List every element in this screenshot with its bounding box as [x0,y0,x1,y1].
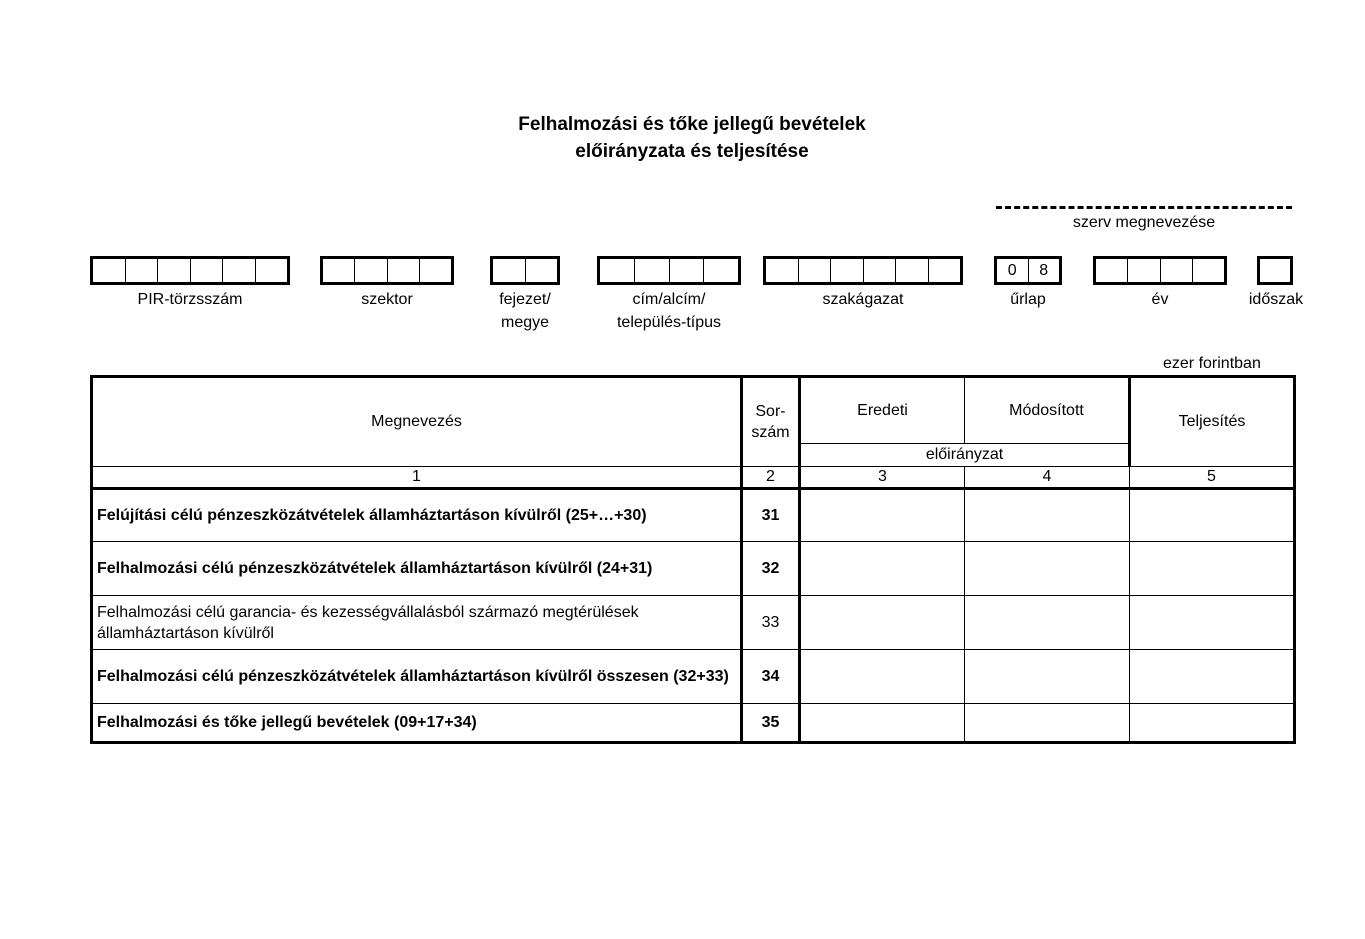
period-box[interactable] [1260,259,1290,282]
year-box[interactable] [1161,259,1193,282]
year-box[interactable] [1128,259,1160,282]
row-seq: 35 [742,704,800,743]
year-box[interactable] [1193,259,1224,282]
pir-box[interactable] [223,259,256,282]
period-label: időszak [1248,291,1304,308]
pir-label: PIR-törzsszám [137,291,243,308]
modified-cell[interactable] [965,489,1130,542]
original-cell[interactable] [800,489,965,542]
row-seq: 34 [742,650,800,704]
header-completion: Teljesítés [1130,377,1295,467]
col-number: 3 [800,467,965,489]
branch-label: szakágazat [822,291,904,308]
title-box[interactable] [635,259,670,282]
chapter-boxes[interactable] [490,256,560,285]
col-number: 4 [965,467,1130,489]
row-name: Felújítási célú pénzeszközátvételek államháztartáson kívülről (25+…+30) [92,489,742,542]
row-name: Felhalmozási és tőke jellegű bevételek (09+17+34) [92,704,742,743]
title-box[interactable] [600,259,635,282]
original-cell[interactable] [800,542,965,596]
pir-box[interactable] [93,259,126,282]
title-box[interactable] [704,259,738,282]
table-row [92,542,1295,596]
year-label: év [1151,291,1169,308]
chapter-box[interactable] [493,259,526,282]
pir-box[interactable] [191,259,224,282]
title-subtitle-boxes[interactable] [597,256,741,285]
pir-box[interactable] [158,259,191,282]
modified-cell[interactable] [965,704,1130,743]
period-boxes[interactable] [1257,256,1293,285]
completion-cell[interactable] [1130,596,1295,650]
header-seq: Sor- szám [742,377,800,467]
modified-cell[interactable] [965,596,1130,650]
year-box[interactable] [1096,259,1128,282]
row-seq: 33 [742,596,800,650]
chapter-box[interactable] [526,259,558,282]
table-row [92,650,1295,704]
pir-box[interactable] [256,259,288,282]
branch-box[interactable] [831,259,864,282]
branch-box[interactable] [896,259,929,282]
row-name: Felhalmozási célú garancia- és kezességvállalásból származó megtérülések államháztartáson kívülről [92,596,742,650]
form-title-line2: előirányzata és teljesítése [575,141,809,162]
header-original: Eredeti [800,377,965,444]
col-number: 1 [92,467,742,489]
col-number: 5 [1130,467,1295,489]
form-number-boxes [994,256,1062,285]
branch-box[interactable] [799,259,832,282]
row-seq: 32 [742,542,800,596]
completion-cell[interactable] [1130,704,1295,743]
col-number: 2 [742,467,800,489]
header-appropriation: előirányzat [800,444,1130,467]
branch-boxes[interactable] [763,256,963,285]
row-name: Felhalmozási célú pénzeszközátvételek államháztartáson kívülről összesen (32+33) [92,650,742,704]
pir-number-boxes[interactable] [90,256,290,285]
completion-cell[interactable] [1130,542,1295,596]
form-title-line1: Felhalmozási és tőke jellegű bevételek [518,114,866,135]
data-table [90,375,1296,744]
header-name: Megnevezés [92,377,742,467]
org-name-label: szerv megnevezése [1072,214,1216,231]
branch-box[interactable] [864,259,897,282]
table-row [92,704,1295,743]
completion-cell[interactable] [1130,650,1295,704]
unit-label: ezer forintban [1163,355,1261,372]
table-row [92,596,1295,650]
chapter-label: fejezet/ megye [499,291,551,331]
completion-cell[interactable] [1130,489,1295,542]
row-name: Felhalmozási célú pénzeszközátvételek államháztartáson kívülről (24+31) [92,542,742,596]
form-number-label: űrlap [1010,291,1046,308]
branch-box[interactable] [929,259,961,282]
row-seq: 31 [742,489,800,542]
form-number-box: 8 [1039,261,1049,279]
title-box[interactable] [670,259,705,282]
org-name-line[interactable] [996,206,1292,209]
branch-box[interactable] [766,259,799,282]
modified-cell[interactable] [965,650,1130,704]
original-cell[interactable] [800,650,965,704]
year-boxes[interactable] [1093,256,1227,285]
title-subtitle-label: cím/alcím/ település-típus [616,291,722,331]
modified-cell[interactable] [965,542,1130,596]
sector-boxes[interactable] [320,256,454,285]
pir-box[interactable] [126,259,159,282]
sector-box[interactable] [355,259,387,282]
table-row [92,489,1295,542]
original-cell[interactable] [800,704,965,743]
sector-box[interactable] [420,259,451,282]
original-cell[interactable] [800,596,965,650]
sector-box[interactable] [388,259,420,282]
sector-label: szektor [361,291,413,308]
form-number-box: 0 [997,259,1029,282]
header-modified: Módosított [965,377,1130,444]
sector-box[interactable] [323,259,355,282]
